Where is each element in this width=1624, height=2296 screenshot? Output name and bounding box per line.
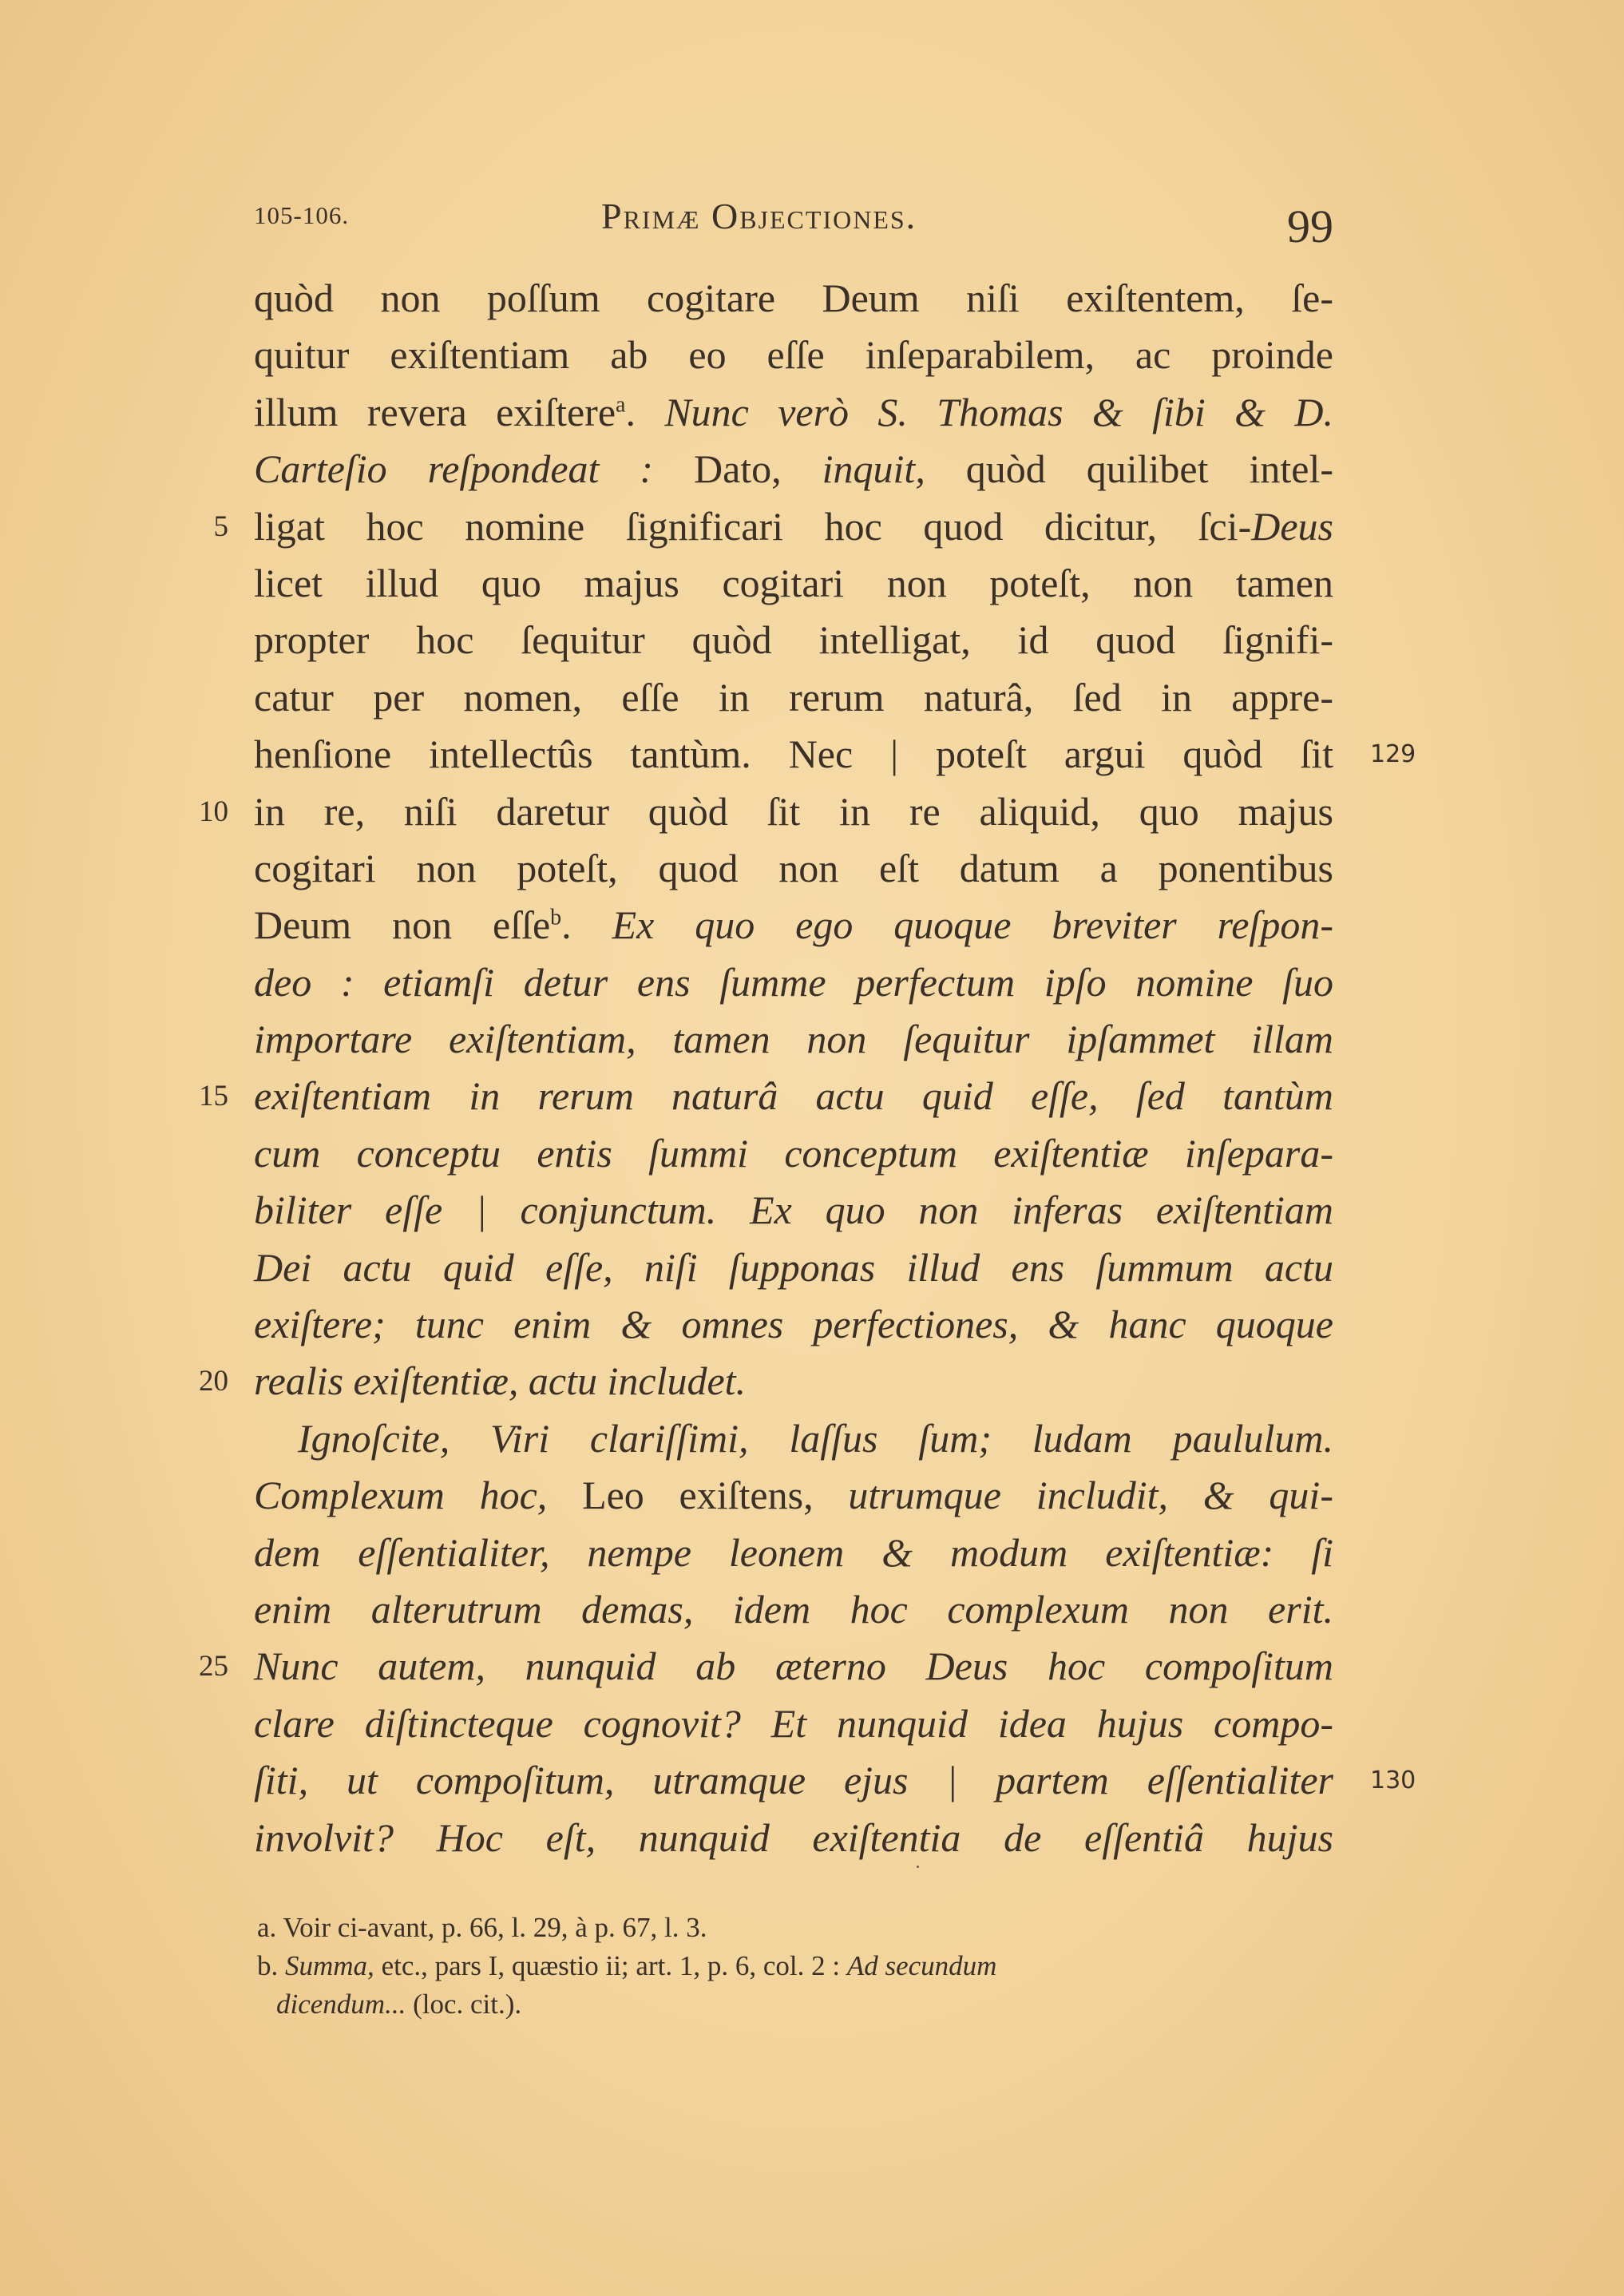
line-number: 25: [199, 1650, 228, 1683]
line-text: quitur exiſtentiam ab eo eſſe inſeparabilem, ac proinde: [254, 332, 1333, 378]
running-title: Primæ Objectiones.: [601, 196, 917, 236]
footnote: [257, 1985, 1337, 2024]
line-content: [254, 1638, 1333, 1695]
text-line: [254, 327, 1333, 383]
text-line: [254, 270, 1333, 327]
line-content: [254, 726, 1333, 783]
line-content: [254, 954, 1333, 1011]
line-text: quòd quilibet intel-: [925, 446, 1333, 492]
line-text-italic: utrumque includit, & qui-: [848, 1473, 1333, 1518]
line-content: [254, 1525, 1333, 1581]
line-text-italic: Dei actu quid eſſe, niſi ſupponas illud ens ſummum actu: [254, 1244, 1333, 1290]
text-line: [254, 555, 1333, 612]
line-text-italic: Ignoſcite, Viri clariſſimi, laſſus ſum; ludam paululum.: [298, 1415, 1333, 1461]
line-content: [254, 1182, 1333, 1239]
line-text-italic: biliter eſſe | conjunctum. Ex quo non inferas exiſtentiam: [254, 1188, 1333, 1233]
line-content: [254, 783, 1333, 840]
running-header: [254, 195, 1333, 251]
footnote-text-italic: dicendum...: [276, 1989, 406, 2020]
line-text-italic: clare diſtincteque cognovit? Et nunquid idea hujus compo-: [254, 1700, 1333, 1746]
line-number: 10: [199, 795, 228, 828]
line-text-italic: Deus: [1251, 503, 1333, 549]
footnotes: [257, 1909, 1337, 2024]
line-content: [254, 1239, 1333, 1296]
line-text-italic: dem eſſentialiter, nempe leonem & modum exiſtentiæ: ſi: [254, 1529, 1333, 1575]
line-text: propter hoc ſequitur quòd intelligat, id quod ſignifi-: [254, 617, 1333, 663]
line-text: licet illud quo majus cogitari non poteſt, non tamen: [254, 560, 1333, 605]
line-content: [254, 1752, 1333, 1809]
line-number: 5: [213, 510, 228, 543]
line-text-italic: realis exiſtentiæ, actu includet.: [254, 1358, 747, 1404]
line-content: [254, 384, 1333, 441]
body-text: [199, 270, 1416, 1866]
text-line: [254, 1581, 1333, 1638]
line-text: .: [625, 389, 665, 434]
line-text: Leo exiſtens,: [582, 1473, 849, 1518]
footnote-text: etc., pars I, quæstio ii; art. 1, p. 6, col. 2 :: [374, 1950, 847, 1981]
line-text-italic: exiſtentiam in rerum naturâ actu quid eſſe, ſed tantùm: [254, 1073, 1333, 1119]
line-text-italic: Carteſio reſpondeat :: [254, 446, 694, 492]
line-text-italic: Nunc autem, nunquid ab æterno Deus hoc compoſitum: [254, 1644, 1333, 1689]
line-text-italic: Nunc verò S. Thomas & ſibi & D.: [664, 389, 1334, 434]
text-line: [254, 669, 1333, 726]
text-line: [199, 1638, 1333, 1695]
text-line: [254, 1410, 1333, 1467]
line-text-italic: importare exiſtentiam, tamen non ſequitur ipſammet illam: [254, 1017, 1333, 1062]
text-line: [254, 612, 1333, 668]
text-line: [254, 1182, 1333, 1239]
line-text-italic: exiſtere; tunc enim & omnes perfectiones, & hanc quoque: [254, 1302, 1333, 1347]
footnote-ref: b: [550, 905, 562, 930]
line-text: Dato,: [693, 446, 822, 492]
line-content: [254, 327, 1333, 383]
line-text: in re, niſi daretur quòd ſit in re aliquid, quo majus: [254, 788, 1333, 834]
line-content: [254, 1068, 1333, 1124]
footnote-ref: a: [616, 392, 626, 418]
line-text-italic: deo : etiamſi detur ens ſumme perfectum ipſo nomine ſuo: [254, 959, 1333, 1005]
line-text: quòd non poſſum cogitare Deum niſi exiſtentem, ſe-: [254, 276, 1333, 320]
line-text: .: [561, 902, 612, 948]
footnote: [257, 1909, 1337, 1947]
line-content: [254, 897, 1333, 954]
line-content: [254, 1810, 1333, 1866]
text-line: [199, 783, 1333, 840]
line-content: [254, 1467, 1333, 1524]
line-text-italic: inquit,: [822, 446, 925, 492]
line-text: ligat hoc nomine: [254, 503, 626, 549]
ink-speck: [917, 1866, 919, 1868]
text-line: [199, 1353, 1333, 1410]
line-text: henſione intellectûs tantùm. Nec | poteſt argui quòd ſit: [254, 732, 1333, 777]
text-line: [254, 954, 1333, 1011]
line-number: 15: [199, 1080, 228, 1113]
footnote-marker: [550, 906, 561, 930]
margin-page-ref: 130: [1370, 1767, 1416, 1795]
footnote-text: (loc. cit.).: [406, 1989, 522, 2020]
line-content: [254, 1011, 1333, 1068]
text-line: [254, 1467, 1333, 1524]
footnote-text-italic: Summa,: [285, 1950, 374, 1981]
line-content: [254, 612, 1333, 668]
footnote: [257, 1947, 1337, 1985]
text-line: [213, 498, 1333, 555]
line-content: [254, 1125, 1333, 1182]
line-text-italic: Complexum hoc,: [254, 1473, 583, 1518]
line-text: Deum non eſſe: [254, 902, 551, 948]
page-number: 99: [1287, 200, 1333, 252]
line-content: [254, 441, 1333, 498]
folio-range: 105-106.: [254, 201, 350, 229]
text-line: [254, 897, 1333, 954]
line-content: [254, 270, 1333, 327]
text-line: [254, 1296, 1333, 1353]
line-text-italic: involvit? Hoc eſt, nunquid exiſtentia de eſſentiâ hujus: [254, 1814, 1333, 1860]
footnote-text: b.: [257, 1950, 285, 1981]
line-content: [254, 1353, 1333, 1410]
text-line: [199, 1068, 1333, 1124]
line-content: [254, 1296, 1333, 1353]
line-text: ſignificari hoc quod dicitur, ſci-: [625, 503, 1252, 549]
line-content: [254, 498, 1333, 555]
text-line: [254, 1752, 1416, 1809]
line-text-italic: enim alterutrum demas, idem hoc complexum non erit.: [254, 1586, 1333, 1632]
footnote-text-italic: Ad secundum: [846, 1950, 997, 1981]
line-text: illum revera exiſtere: [254, 389, 616, 434]
line-text-italic: ſiti, ut compoſitum, utramque ejus | partem eſſentialiter: [254, 1758, 1333, 1803]
footnote-text: a. Voir ci-avant, p. 66, l. 29, à p. 67, l. 3.: [257, 1912, 707, 1943]
line-number: 20: [199, 1365, 228, 1398]
text-line: [254, 1011, 1333, 1068]
text-line: [254, 840, 1333, 897]
line-content: [254, 669, 1333, 726]
line-content: [254, 840, 1333, 897]
line-text-italic: Ex quo ego quoque breviter reſpon-: [612, 902, 1333, 948]
text-line: [254, 441, 1333, 498]
line-content: [254, 1695, 1333, 1752]
text-line: [254, 726, 1416, 783]
text-line: [254, 1125, 1333, 1182]
line-text: catur per nomen, eſſe in rerum naturâ, ſed in appre-: [254, 674, 1333, 720]
text-line: [254, 384, 1333, 441]
text-line: [254, 1695, 1333, 1752]
line-content: [254, 1410, 1333, 1467]
line-content: [254, 555, 1333, 612]
footnote-marker: [616, 392, 625, 417]
line-content: [254, 1581, 1333, 1638]
text-line: [254, 1810, 1333, 1866]
text-line: [254, 1525, 1333, 1581]
text-line: [254, 1239, 1333, 1296]
margin-page-ref: 129: [1370, 740, 1416, 769]
line-text-italic: cum conceptu entis ſummi conceptum exiſtentiæ inſepara-: [254, 1130, 1333, 1176]
line-text: cogitari non poteſt, quod non eſt datum a ponentibus: [254, 845, 1333, 890]
